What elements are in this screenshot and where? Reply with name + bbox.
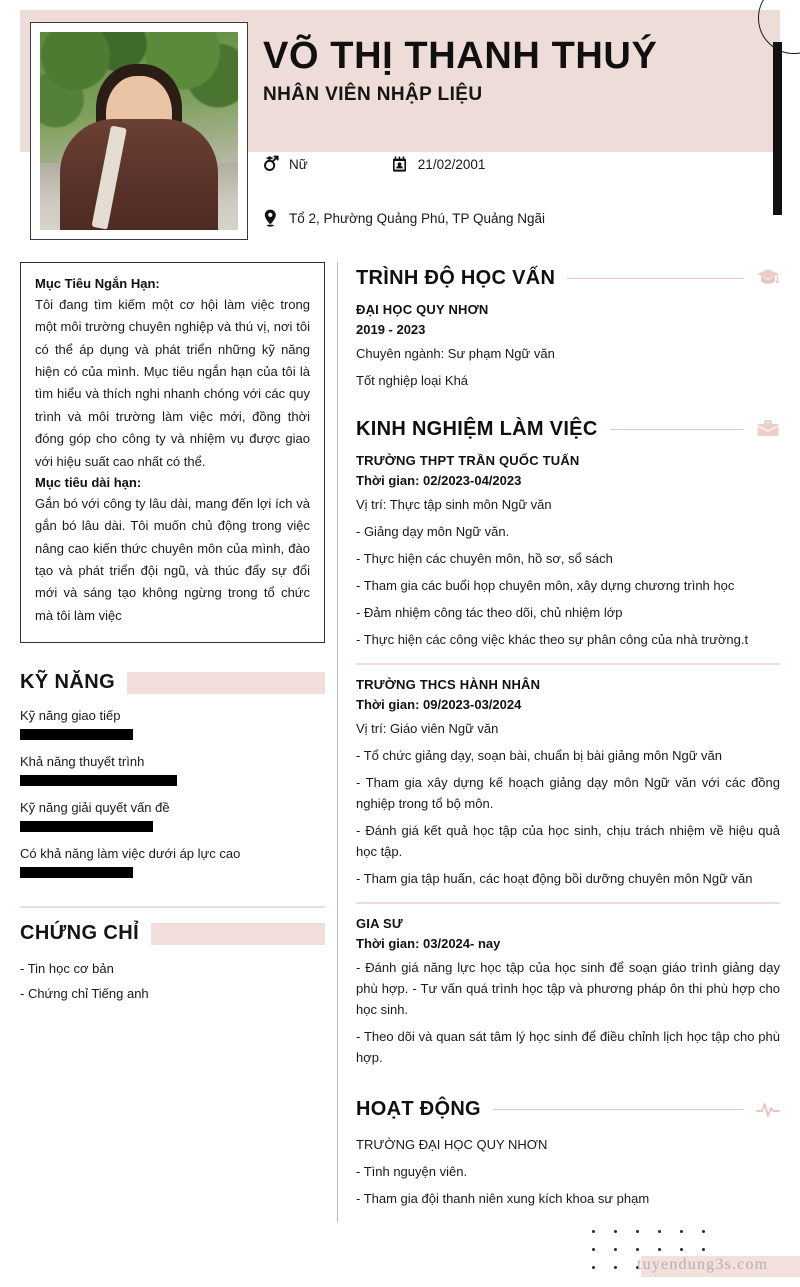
experience-bullet: - Tham gia xây dựng kế hoạch giảng dạy môn Ngữ văn với các đồng nghiệp trong tổ bộ môn.	[356, 774, 780, 812]
dot	[702, 1248, 705, 1251]
career-objective-box	[20, 262, 325, 643]
contact-birthday	[392, 156, 486, 173]
name-block	[263, 36, 743, 106]
photo-subject-body	[60, 119, 218, 230]
dot	[592, 1230, 595, 1233]
experience-divider	[356, 663, 780, 665]
skills-list	[20, 708, 325, 878]
column-divider	[337, 262, 338, 1222]
contact-birthday-value: 21/02/2001	[417, 156, 486, 172]
education-school: ĐẠI HỌC QUY NHƠN	[356, 302, 489, 317]
sidebar	[20, 262, 325, 1006]
dot	[680, 1248, 683, 1251]
experience-position: Vị trí: Thực tập sinh môn Ngữ văn	[356, 497, 552, 513]
experience-entry	[356, 916, 780, 1068]
dot	[592, 1248, 595, 1251]
job-title: NHÂN VIÊN NHẬP LIỆU	[263, 84, 483, 106]
skill-bar	[20, 729, 133, 740]
experience-org: TRƯỜNG THCS HÀNH NHÂN	[356, 676, 541, 692]
contact-address	[263, 209, 545, 227]
education-section-header	[356, 266, 780, 290]
dot	[592, 1266, 595, 1269]
skill-item	[20, 754, 325, 786]
experience-section-header	[356, 417, 780, 441]
dot	[614, 1230, 617, 1233]
decorative-vertical-bar	[773, 42, 782, 215]
objective-short-text: Tôi đang tìm kiếm một cơ hội làm việc trong một môi trường chuyên nghiệp và thú vị, nơi tôi có thể áp dụng và phát triển những kỹ năng hiện có của mình. Mục tiêu ngắn hạn của tôi là tìm hiểu và thích nghi nhanh chóng với các quy trình và môi trường làm việc mới, đồng thời đóng góp cho công ty và nhiệm vụ được giao với hiệu suất cao nhất có thể.	[35, 297, 310, 469]
main-content	[356, 266, 780, 1209]
certificates-section-header	[20, 922, 325, 945]
dot	[658, 1230, 661, 1233]
certificate-item: - Tin học cơ bản	[20, 961, 114, 977]
dot	[636, 1230, 639, 1233]
experience-bullet: - Tham gia tập huấn, các hoạt động bồi dưỡng chuyên môn Ngữ văn	[356, 871, 753, 887]
experience-position: Vị trí: Giáo viên Ngữ văn	[356, 720, 499, 736]
contact-gender-value: Nữ	[289, 156, 308, 172]
education-title: TRÌNH ĐỘ HỌC VẤN	[356, 266, 556, 289]
activities-bullet: - Tình nguyện viên.	[356, 1163, 468, 1179]
certificates-top-rule	[20, 906, 325, 908]
portrait-photo	[40, 32, 238, 230]
activities-title: HOẠT ĐỘNG	[356, 1098, 481, 1121]
dot	[614, 1266, 617, 1269]
education-rule	[567, 278, 744, 279]
contact-gender	[263, 155, 308, 173]
gender-icon	[263, 155, 289, 173]
skill-bar	[20, 867, 133, 878]
watermark: tuyendung3s.com	[637, 1256, 769, 1273]
experience-bullet: - Theo dõi và quan sát tâm lý học sinh để điều chỉnh lịch học tập cho phù hợp.	[356, 1028, 780, 1065]
calendar-icon	[392, 156, 418, 173]
certificates-list	[20, 957, 325, 1006]
contact-line-2	[263, 204, 763, 232]
experience-bullet: - Giảng dạy môn Ngữ văn.	[356, 524, 510, 540]
skill-label: Kỹ năng giải quyết vấn đề	[20, 800, 170, 816]
experience-bullet: - Đánh giá năng lực học tập của học sinh để soạn giáo trình giảng dạy phù hợp. - Tư vấn quá trình học tập và phương pháp ôn thi phù hợp cho học sinh.	[356, 959, 780, 1017]
education-major: Chuyên ngành: Sư phạm Ngữ văn	[356, 346, 555, 361]
certificates-title: CHỨNG CHỈ	[20, 922, 140, 945]
skill-item	[20, 846, 325, 878]
activities-section-header	[356, 1098, 780, 1122]
skill-item	[20, 708, 325, 740]
certificate-item: - Chứng chỉ Tiếng anh	[20, 985, 149, 1001]
skill-label: Kỹ năng giao tiếp	[20, 708, 121, 724]
skill-bar	[20, 775, 177, 786]
experience-entry	[356, 453, 780, 650]
experience-bullet: - Đảm nhiệm công tác theo dõi, chủ nhiệm lớp	[356, 605, 623, 621]
skills-title: KỸ NĂNG	[20, 671, 116, 694]
avatar	[30, 22, 248, 240]
skill-item	[20, 800, 325, 832]
objective-long-text: Gắn bó với công ty lâu dài, mang đến lợi ích và gắn bó lâu dài. Tôi muốn chủ động trong việc nâng cao kiến thức chuyên môn của mình, đào tạo và phát triển đội ngũ, và thúc đẩy sự đổi mới và sáng tạo không ngừng trong tổ chức mà tôi làm việc	[35, 495, 310, 623]
skill-label: Khả năng thuyết trình	[20, 754, 145, 770]
graduation-cap-icon	[756, 266, 780, 290]
certificates-accent-swatch	[151, 923, 325, 945]
activities-bullet: - Tham gia đội thanh niên xung kích khoa sư phạm	[356, 1191, 650, 1207]
skills-section-header	[20, 671, 325, 694]
experience-when: Thời gian: 09/2023-03/2024	[356, 696, 522, 712]
experience-org: GIA SƯ	[356, 915, 403, 931]
objective-short-heading: Mục Tiêu Ngắn Hạn:	[35, 276, 160, 291]
dot	[636, 1248, 639, 1251]
contact-info	[263, 150, 763, 232]
experience-bullet: - Tham gia các buổi họp chuyên môn, xây dựng chương trình học	[356, 578, 735, 594]
location-pin-icon	[263, 209, 289, 227]
activity-pulse-icon	[756, 1098, 780, 1122]
skill-bar	[20, 821, 153, 832]
activities-org: TRƯỜNG ĐẠI HỌC QUY NHƠN	[356, 1136, 548, 1152]
experience-bullet: - Thực hiện các công việc khác theo sự phân công của nhà trường.t	[356, 632, 749, 648]
experience-title: KINH NGHIỆM LÀM VIỆC	[356, 417, 598, 440]
page-title: VÕ THỊ THANH THUÝ	[263, 35, 658, 77]
skills-accent-swatch	[127, 672, 325, 694]
experience-when: Thời gian: 02/2023-04/2023	[356, 473, 522, 489]
education-years: 2019 - 2023	[356, 322, 426, 337]
experience-bullet: - Tổ chức giảng dạy, soạn bài, chuẩn bị bài giảng môn Ngữ văn	[356, 747, 722, 763]
dot	[614, 1248, 617, 1251]
skill-label: Có khả năng làm việc dưới áp lực cao	[20, 846, 241, 862]
experience-when: Thời gian: 03/2024- nay	[356, 935, 501, 951]
experience-rule	[610, 429, 744, 430]
experience-bullet: - Thực hiện các chuyên môn, hồ sơ, sổ sách	[356, 551, 613, 567]
briefcase-icon	[756, 417, 780, 441]
experience-entry	[356, 677, 780, 889]
dot	[658, 1248, 661, 1251]
dot	[702, 1230, 705, 1233]
experience-divider	[356, 902, 780, 904]
education-grade: Tốt nghiệp loại Khá	[356, 373, 469, 389]
experience-bullet: - Đánh giá kết quả học tập của học sinh, chịu trách nhiệm về hiệu quả học tập.	[356, 823, 780, 860]
objective-long-heading: Mục tiêu dài hạn:	[35, 474, 142, 490]
contact-address-value: Tổ 2, Phường Quảng Phú, TP Quảng Ngãi	[289, 210, 546, 226]
contact-line-1	[263, 150, 763, 178]
dot	[680, 1230, 683, 1233]
activities-rule	[493, 1109, 744, 1110]
experience-org: TRƯỜNG THPT TRẦN QUỐC TUẤN	[356, 453, 580, 469]
